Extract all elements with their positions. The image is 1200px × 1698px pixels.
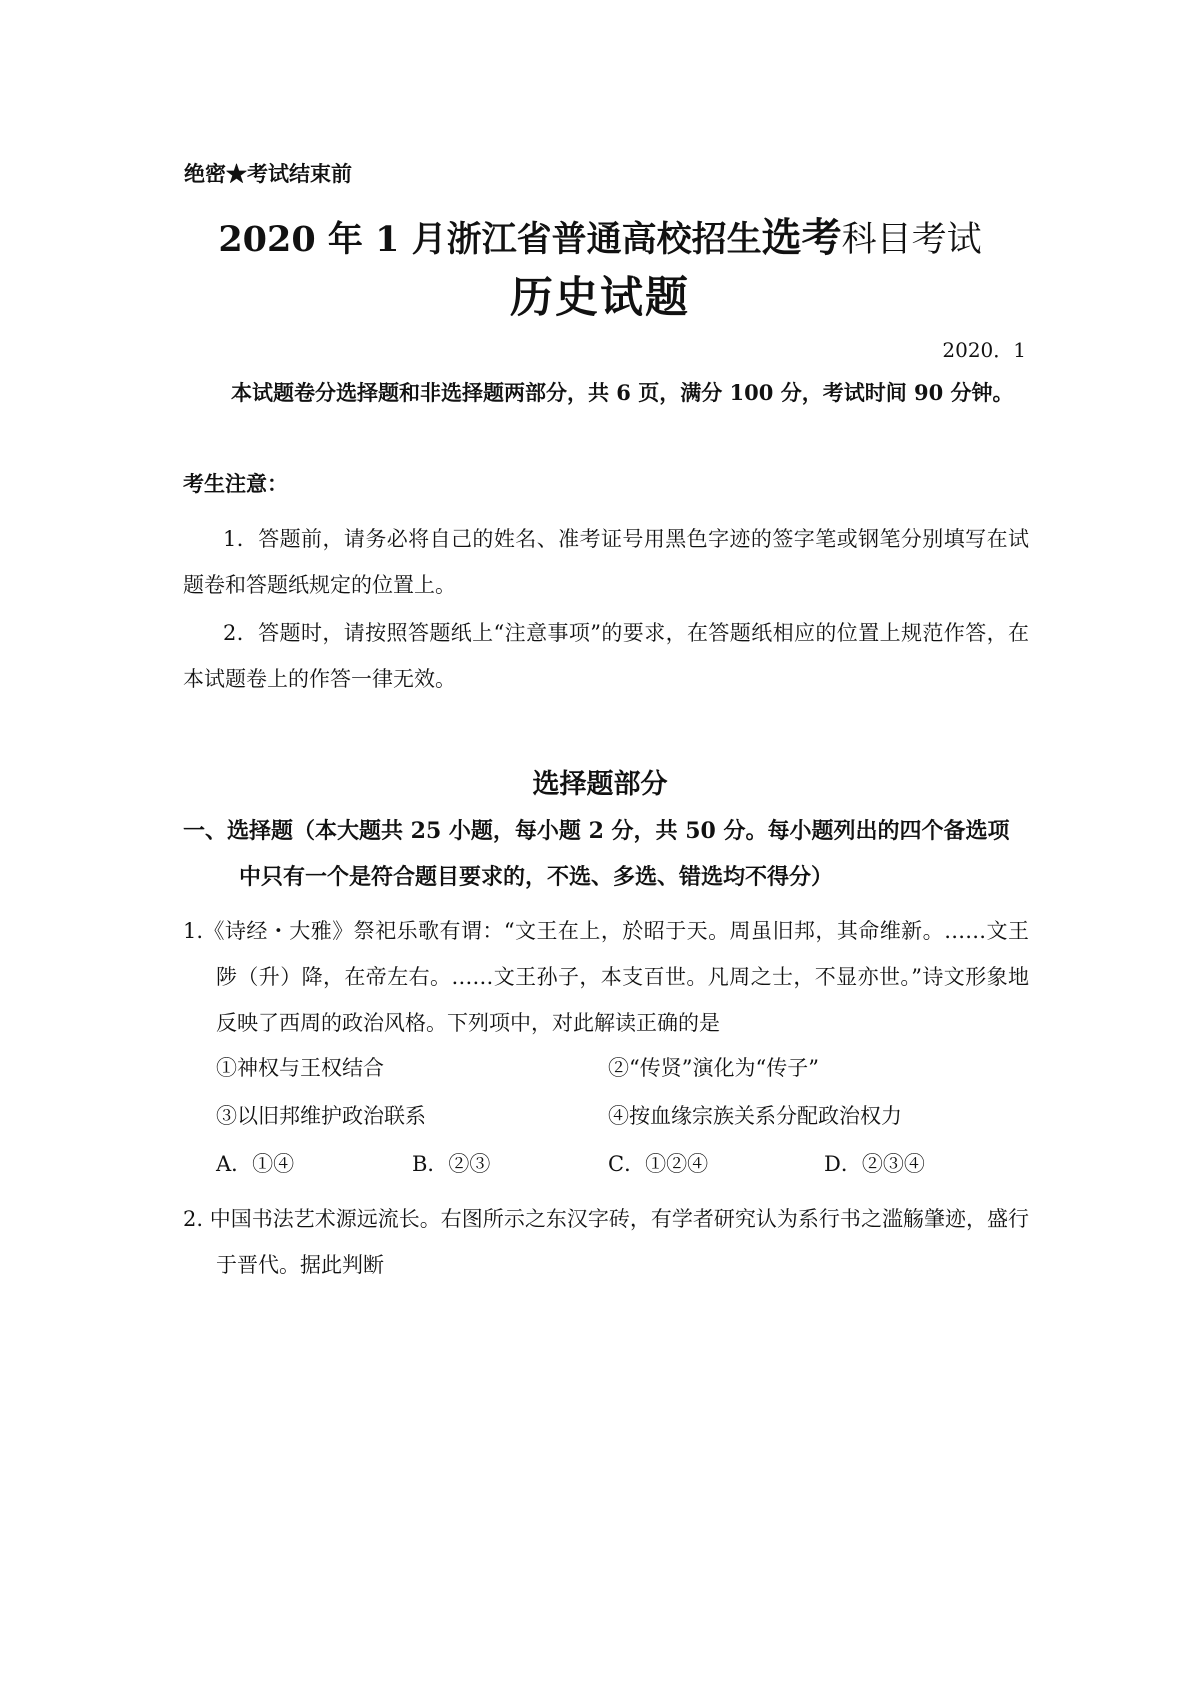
- q1-statement-2: ②“传贤”演化为“传子”: [608, 1056, 819, 1080]
- q1-statement-3: ③以旧邦维护政治联系: [216, 1104, 426, 1128]
- exam-title-part1: 2020 年 1 月浙江省普通高校招生: [218, 219, 762, 260]
- question-2-text: 2. 中国书法艺术源远流长。右图所示之东汉字砖，有学者研究认为系行书之滥觞肇迹，盛行于晋代。据此判断: [183, 1207, 1029, 1277]
- notice-item-1: 1．答题前，请务必将自己的姓名、准考证号用黑色字迹的签字笔或钢笔分别填写在试题卷和答题纸规定的位置上。: [183, 527, 1029, 597]
- notice-item-2: 2．答题时，请按照答题纸上“注意事项”的要求，在答题纸相应的位置上规范作答，在本试题卷上的作答一律无效。: [183, 621, 1029, 691]
- q1-option-a: A．①④: [216, 1152, 295, 1176]
- question-1-text: 1.《诗经・大雅》祭祀乐歌有谓：“文王在上，於昭于天。周虽旧邦，其命维新。……文王陟（升）降，在帝左右。……文王孙子，本支百世。凡周之士，不显亦世。”诗文形象地反映了西周的政治风格。下列项中，对此解读正确的是: [183, 919, 1029, 1035]
- q1-option-b: B．②③: [412, 1152, 491, 1176]
- notice-heading: 考生注意：: [183, 471, 288, 496]
- exam-title-part2: 选考: [761, 214, 842, 261]
- exam-subtitle: 历史试题: [510, 273, 690, 323]
- exam-intro: 本试题卷分选择题和非选择题两部分，共 6 页，满分 100 分，考试时间 90 分钟。: [231, 380, 1014, 405]
- exam-date: 2020．1: [942, 338, 1026, 362]
- section-heading: 一、选择题（本大题共 25 小题，每小题 2 分，共 50 分。每小题列出的四个备选项中只有一个是符合题目要求的，不选、多选、错选均不得分）: [183, 818, 1010, 890]
- q1-option-c: C．①②④: [608, 1152, 709, 1176]
- secret-mark: 绝密★考试结束前: [184, 161, 352, 186]
- section-title: 选择题部分: [532, 769, 668, 800]
- q1-statement-1: ①神权与王权结合: [216, 1056, 384, 1080]
- q1-option-d: D．②③④: [824, 1152, 925, 1176]
- exam-title: [0, 206, 1200, 263]
- exam-title-part3: 科目考试: [841, 220, 982, 260]
- q1-statement-4: ④按血缘宗族关系分配政治权力: [608, 1104, 902, 1128]
